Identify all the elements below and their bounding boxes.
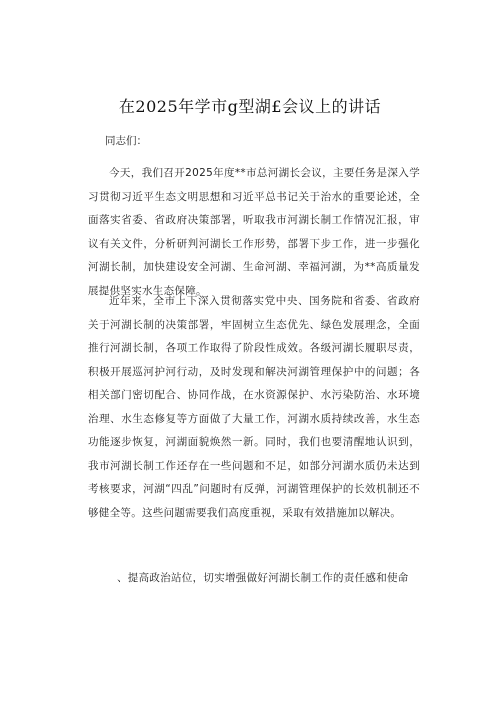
document-title: 在2025年学市g型湖£会议上的讲话 (118, 97, 382, 116)
section-heading: 、提高政治站位，切实增强做好河湖长制工作的责任感和使命 (117, 572, 409, 584)
paragraph-progress: 近年来，全市上下深入贯彻落实党中央、国务院和省委、省政府关于河湖长制的决策部署，牢固树立生态优先、绿色发展理念，全面推行河湖长制，各项工作取得了阶段性成效。各级河湖长履职尽责，积极开展巡河护河行动，及时发现和解决河湖管理保护中的问题；各相关部门密切配合、协同作战，在水资源保护、水污染防治、水环境治理、水生态修复等方面做了大量工作，河湖水质持续改善，水生态功能逐步恢复，河湖面貌焕然一新。同时，我们也要清醒地认识到，我市河湖长制工作还存在一些问题和不足，如部分河湖水质仍未达到考核要求，河湖“四乱”问题时有反弹，河湖管理保护的长效机制还不够健全等。这些问题需要我们高度重视，采取有效措施加以解决。 (88, 295, 420, 519)
paragraph-opening: 今天，我们召开2025年度**市总河湖长会议，主要任务是深入学习贯彻习近平生态文明思想和习近平总书记关于治水的重要论述，全面落实省委、省政府决策部署，听取我市河湖长制工作情况汇报，审议有关文件，分析研判河湖长工作形势，部署下步工作，进一步强化河湖长制，加快建设安全河湖、生命河湖、幸福河湖，为**高质量发展提供坚实水生态保障。 (88, 167, 420, 297)
salutation: 同志们： (105, 135, 147, 147)
